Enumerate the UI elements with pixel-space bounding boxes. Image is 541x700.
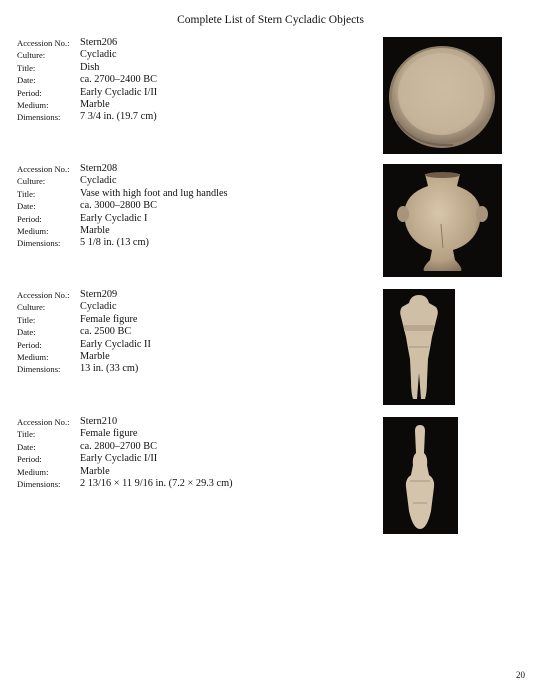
field-label: Period: bbox=[17, 213, 42, 224]
field-label: Title: bbox=[17, 429, 36, 440]
field-value: ca. 2700–2400 BC bbox=[80, 74, 157, 86]
field-row bbox=[17, 466, 367, 478]
field-value: Cycladic bbox=[80, 301, 117, 313]
page-title: Complete List of Stern Cycladic Objects bbox=[177, 14, 364, 26]
field-row bbox=[17, 478, 367, 490]
field-row bbox=[17, 188, 367, 200]
field-row bbox=[17, 74, 367, 86]
field-label: Medium: bbox=[17, 466, 49, 477]
field-label: Date: bbox=[17, 327, 36, 338]
vase-illustration bbox=[383, 164, 502, 277]
field-value: 7 3/4 in. (19.7 cm) bbox=[80, 111, 157, 123]
field-row bbox=[17, 111, 367, 123]
field-label: Dimensions: bbox=[17, 238, 61, 249]
field-row bbox=[17, 62, 367, 74]
field-label: Dimensions: bbox=[17, 112, 61, 123]
field-row bbox=[17, 99, 367, 111]
field-value: 13 in. (33 cm) bbox=[80, 363, 139, 375]
field-label: Date: bbox=[17, 201, 36, 212]
field-label: Title: bbox=[17, 188, 36, 199]
field-label: Date: bbox=[17, 75, 36, 86]
figure-illustration bbox=[383, 417, 458, 534]
field-label: Date: bbox=[17, 441, 36, 452]
field-label: Period: bbox=[17, 454, 42, 465]
field-value: Cycladic bbox=[80, 49, 117, 61]
field-label: Culture: bbox=[17, 302, 46, 313]
field-row bbox=[17, 314, 367, 326]
field-label: Medium: bbox=[17, 351, 49, 362]
figure-photo bbox=[383, 289, 455, 405]
field-value: Early Cycladic I bbox=[80, 212, 148, 224]
field-row bbox=[17, 351, 367, 363]
catalog-entry bbox=[17, 289, 367, 376]
field-label: Dimensions: bbox=[17, 364, 61, 375]
figure-photo bbox=[383, 417, 458, 534]
field-row bbox=[17, 200, 367, 212]
field-value: Early Cycladic I/II bbox=[80, 453, 158, 465]
field-value: Dish bbox=[80, 61, 100, 73]
field-label: Culture: bbox=[17, 50, 46, 61]
catalog-entry bbox=[17, 163, 367, 250]
field-value: Stern206 bbox=[80, 37, 118, 48]
field-row bbox=[17, 363, 367, 375]
field-label: Period: bbox=[17, 339, 42, 350]
field-value: 5 1/8 in. (13 cm) bbox=[80, 237, 149, 249]
field-row bbox=[17, 301, 367, 313]
field-row bbox=[17, 416, 367, 428]
field-row bbox=[17, 326, 367, 338]
field-row bbox=[17, 441, 367, 453]
field-row bbox=[17, 453, 367, 465]
field-row bbox=[17, 87, 367, 99]
field-label: Culture: bbox=[17, 176, 46, 187]
field-label: Accession No.: bbox=[17, 290, 70, 300]
page-number: 20 bbox=[516, 670, 525, 680]
field-value: Female figure bbox=[80, 428, 138, 440]
field-row bbox=[17, 175, 367, 187]
vase-photo bbox=[383, 164, 502, 277]
field-value: Female figure bbox=[80, 313, 138, 325]
field-value: ca. 2800–2700 BC bbox=[80, 440, 157, 452]
dish-illustration bbox=[383, 37, 502, 154]
field-row bbox=[17, 339, 367, 351]
figure-illustration bbox=[383, 289, 455, 405]
field-value: Marble bbox=[80, 224, 110, 236]
field-value: ca. 2500 BC bbox=[80, 326, 132, 338]
catalog-entry bbox=[17, 416, 367, 490]
field-label: Accession No.: bbox=[17, 38, 70, 48]
dish-photo bbox=[383, 37, 502, 154]
catalog-entry bbox=[17, 37, 367, 124]
field-value: Stern208 bbox=[80, 163, 118, 174]
field-label: Accession No.: bbox=[17, 164, 70, 174]
field-row bbox=[17, 237, 367, 249]
field-row bbox=[17, 49, 367, 61]
field-row bbox=[17, 37, 367, 49]
field-label: Title: bbox=[17, 314, 36, 325]
field-label: Accession No.: bbox=[17, 417, 70, 427]
field-value: Stern209 bbox=[80, 289, 118, 300]
field-value: Marble bbox=[80, 98, 110, 110]
field-value: Marble bbox=[80, 350, 110, 362]
field-value: 2 13/16 × 11 9/16 in. (7.2 × 29.3 cm) bbox=[80, 477, 233, 489]
field-label: Medium: bbox=[17, 99, 49, 110]
field-label: Period: bbox=[17, 87, 42, 98]
field-value: Early Cycladic I/II bbox=[80, 86, 158, 98]
field-row bbox=[17, 213, 367, 225]
field-label: Title: bbox=[17, 62, 36, 73]
field-label: Dimensions: bbox=[17, 478, 61, 489]
field-row bbox=[17, 428, 367, 440]
field-row bbox=[17, 163, 367, 175]
field-value: Cycladic bbox=[80, 175, 117, 187]
field-value: Early Cycladic II bbox=[80, 338, 151, 350]
field-label: Medium: bbox=[17, 225, 49, 236]
field-row bbox=[17, 289, 367, 301]
field-value: Marble bbox=[80, 465, 110, 477]
field-value: Stern210 bbox=[80, 416, 118, 427]
field-row bbox=[17, 225, 367, 237]
field-value: Vase with high foot and lug handles bbox=[80, 187, 228, 199]
field-value: ca. 3000–2800 BC bbox=[80, 200, 157, 212]
